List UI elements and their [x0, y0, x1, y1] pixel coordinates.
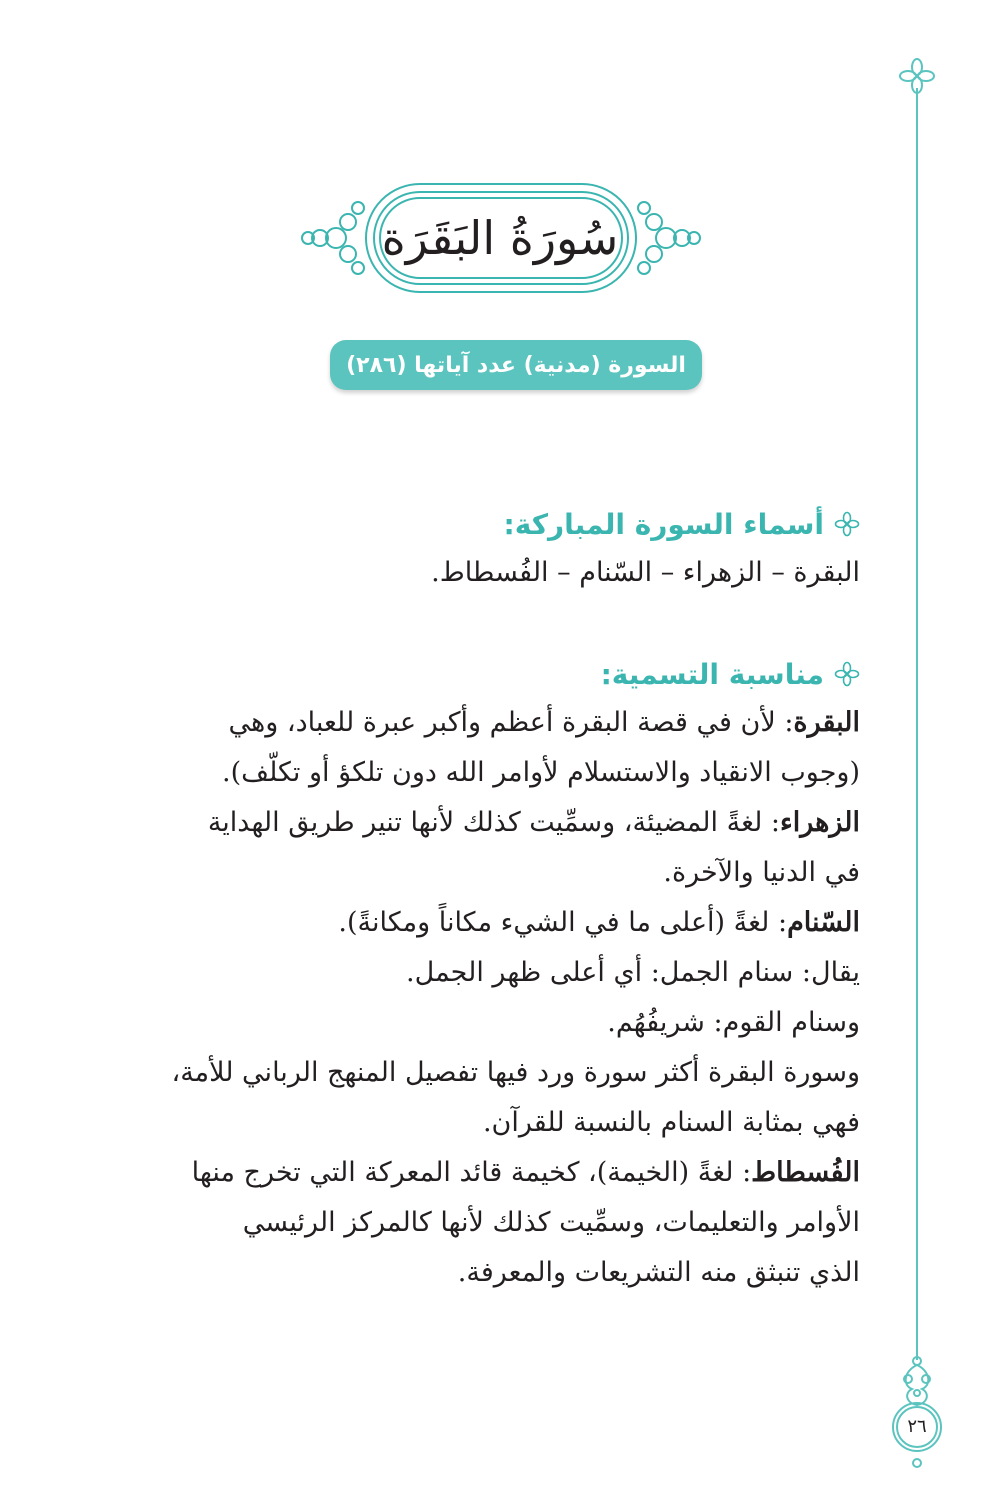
names-list: البقرة – الزهراء – السّنام – الفُسطاط. [431, 557, 860, 588]
paragraph-line: في الدنيا والآخرة. [663, 857, 860, 888]
paragraph-line: الأوامر والتعليمات، وسمِّيت كذلك لأنها كالمركز الرئيسي [242, 1207, 860, 1238]
top-flower-ornament-icon [897, 56, 937, 96]
paragraph-line: يقال: سنام الجمل: أي أعلى ظهر الجمل. [406, 957, 860, 988]
paragraph-line [160, 898, 860, 948]
margin-vertical-line [916, 88, 918, 1360]
section-heading-text: أسماء السورة المباركة: [503, 507, 824, 541]
surah-title: سُورَةُ البَقَرَة [381, 211, 619, 265]
paragraph-line: الذي تنبثق منه التشريعات والمعرفة. [457, 1257, 860, 1288]
line-text: : لغةً (الخيمة)، كخيمة قائد المعركة التي تخرج منها [191, 1157, 752, 1188]
flower-bullet-icon [834, 661, 860, 687]
term-label: الزهراء [780, 807, 860, 838]
paragraph-line [160, 798, 860, 848]
term-label: السّنام [787, 907, 860, 938]
section-heading-names [160, 500, 860, 548]
section-heading-naming [160, 650, 860, 698]
term-label: البقرة [793, 707, 860, 738]
page-content [160, 500, 860, 1298]
section-heading-text: مناسبة التسمية: [600, 657, 824, 691]
paragraph-line: (وجوب الانقياد والاستسلام لأوامر الله دون تلكؤ أو تكلّف). [222, 757, 860, 788]
surah-info-badge: السورة (مدنية) عدد آياتها (٢٨٦) [330, 340, 702, 390]
paragraph-line: فهي بمثابة السنام بالنسبة للقرآن. [482, 1107, 860, 1138]
paragraph-line [160, 1148, 860, 1198]
line-text: : لغةً المضيئة، وسمِّيت كذلك لأنها تنير طريق الهداية [207, 807, 781, 838]
flower-bullet-icon [834, 511, 860, 537]
paragraph-line: وسورة البقرة أكثر سورة ورد فيها تفصيل المنهج الرباني للأمة، [171, 1057, 860, 1088]
line-text: : لأن في قصة البقرة أعظم وأكبر عبرة للعباد، وهي [228, 707, 794, 738]
term-label: الفُسطاط [751, 1157, 860, 1188]
page-number: ٢٦ [907, 1416, 927, 1437]
line-text: : لغةً (أعلى ما في الشيء مكاناً ومكانةً). [338, 907, 788, 938]
paragraph-line: وسنام القوم: شريفُهُم. [607, 1007, 860, 1038]
paragraph-line [160, 698, 860, 748]
